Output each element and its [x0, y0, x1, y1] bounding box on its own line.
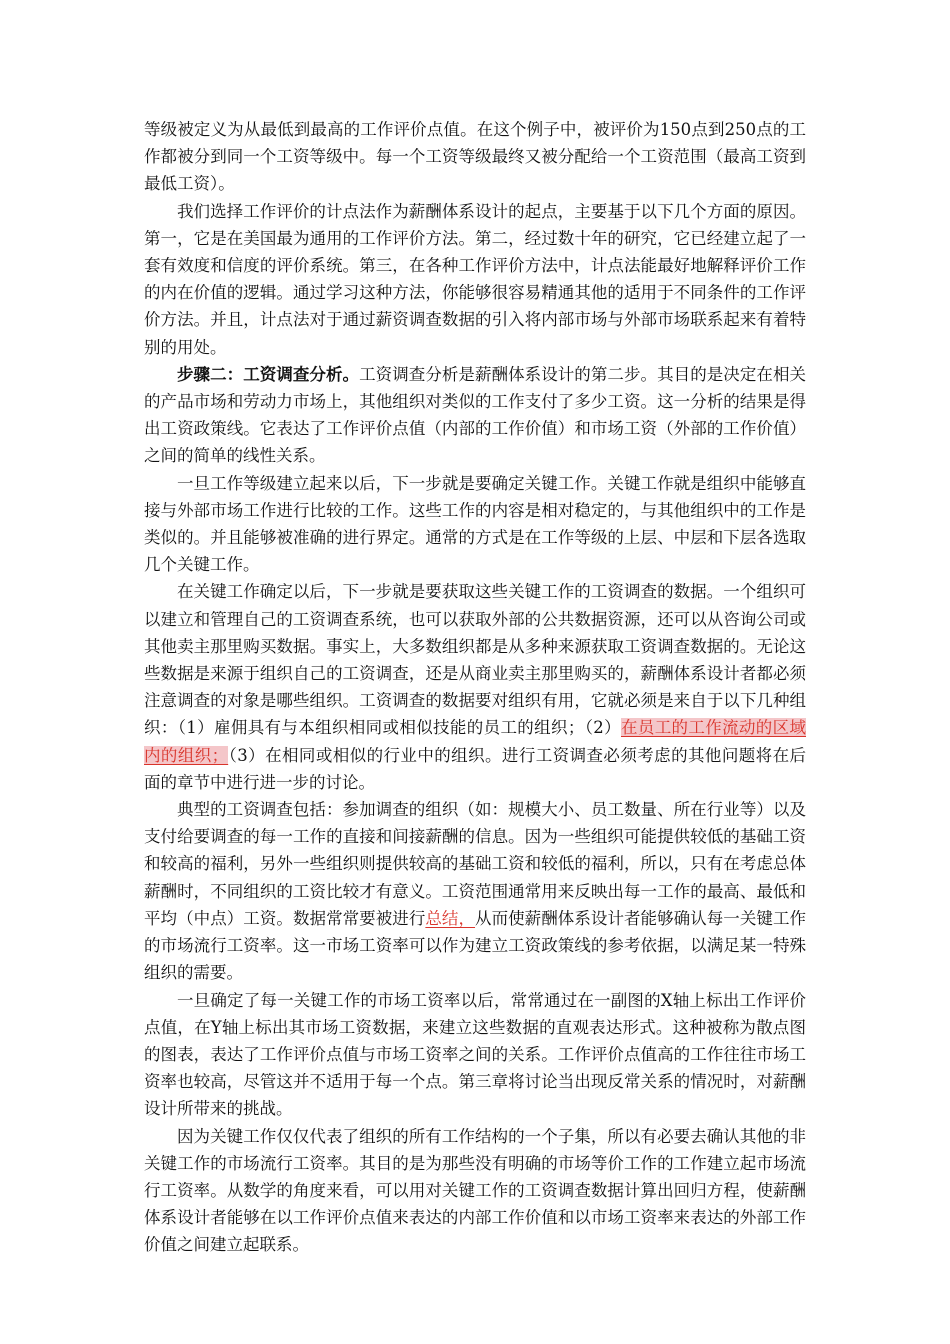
paragraph-7-text: 一旦确定了每一关键工作的市场工资率以后，常常通过在一副图的X轴上标出工作评价点值，在Y轴上标出其市场工资数据，来建立这些数据的直观表达形式。这种被称为散点图的图表，表达了工作评价点值与市场工资率之间的关系。工作评价点值高的工作往往市场工资率也较高，尽管这并不适用于每一个点。第三章将讨论当出现反常关系的情况时，对薪酬设计所带来的挑战。 — [144, 990, 806, 1119]
step-two-heading: 步骤二：工资调查分析。 — [177, 364, 360, 384]
paragraph-1-text: 等级被定义为从最低到最高的工作评价点值。在这个例子中，被评价为150点到250点的工作都被分到同一个工资等级中。每一个工资等级最终又被分配给一个工资范围（最高工资到最低工资）。 — [144, 120, 806, 194]
paragraph-4 — [144, 470, 806, 579]
paragraph-6 — [144, 796, 806, 986]
paragraph-2-text: 我们选择工作评价的计点法作为薪酬体系设计的起点，主要基于以下几个方面的原因。第一，它是在美国最为通用的工作评价方法。第二，经过数十年的研究，它已经建立起了一套有效度和信度的评价系统。第三，在各种工作评价方法中，计点法能最好地解释评价工作的内在价值的逻辑。通过学习这种方法，你能够很容易精通其他的适用于不同条件的工作评价方法。并且，计点法对于通过薪资调查数据的引入将内部市场与外部市场联系起来有着特别的用处。 — [144, 201, 806, 357]
paragraph-3-text: 工资调查分析是薪酬体系设计的第二步。其目的是决定在相关的产品市场和劳动力市场上，其他组织对类似的工作支付了多少工资。这一分析的结果是得出工资政策线。它表达了工作评价点值（内部的工作价值）和市场工资（外部的工作价值）之间的简单的线性关系。 — [144, 364, 807, 466]
paragraph-3 — [144, 361, 806, 470]
document-body — [144, 116, 806, 1259]
paragraph-5-text-after: （3）在相同或相似的行业中的组织。进行工资调查必须考虑的其他问题将在后面的章节中进行进一步的讨论。 — [144, 745, 807, 792]
paragraph-8-text: 因为关键工作仅仅代表了组织的所有工作结构的一个子集，所以有必要去确认其他的非关键工作的市场流行工资率。其目的是为那些没有明确的市场等价工作的工作建立起市场流行工资率。从数学的角度来看，可以用对关键工作的工资调查数据计算出回归方程，使薪酬体系设计者能够在以工作评价点值来表达的内部工作价值和以市场工资率来表达的外部工作价值之间建立起联系。 — [144, 1126, 806, 1255]
paragraph-5 — [144, 578, 806, 796]
paragraph-1 — [144, 116, 806, 198]
paragraph-6-text-after: 从而使薪酬体系设计者能够确认每一关键工作的市场流行工资率。这一市场工资率可以作为建立工资政策线的参考依据，以满足某一特殊组织的需要。 — [144, 908, 807, 983]
paragraph-2 — [144, 198, 806, 361]
underlined-annotation-summary: 总结， — [425, 908, 476, 928]
highlighted-annotation-region: 在员工的工作流动的区域内的组织； — [144, 718, 807, 765]
paragraph-5-text-before: 在关键工作确定以后，下一步就是要获取这些关键工作的工资调查的数据。一个组织可以建立和管理自己的工资调查系统，也可以获取外部的公共数据资源，还可以从咨询公司或其他卖主那里购买数据。事实上，大多数组织都是从多种来源获取工资调查数据的。无论这些数据是来源于组织自己的工资调查，还是从商业卖主那里购买的，薪酬体系设计者都必须注意调查的对象是哪些组织。工资调查的数据要对组织有用，它就必须是来自于以下几种组织：（1）雇佣具有与本组织相同或相似技能的员工的组织；（2） — [144, 582, 806, 738]
paragraph-4-text: 一旦工作等级建立起来以后，下一步就是要确定关键工作。关键工作就是组织中能够直接与外部市场工作进行比较的工作。这些工作的内容是相对稳定的，与其他组织中的工作是类似的。并且能够被准确的进行界定。通常的方式是在工作等级的上层、中层和下层各选取几个关键工作。 — [144, 473, 806, 575]
paragraph-7 — [144, 987, 806, 1123]
paragraph-8 — [144, 1123, 806, 1259]
paragraph-6-text-before: 典型的工资调查包括：参加调查的组织（如：规模大小、员工数量、所在行业等）以及支付给要调查的每一工作的直接和间接薪酬的信息。因为一些组织可能提供较低的基础工资和较高的福利，另外一些组织则提供较高的基础工资和较低的福利，所以，只有在考虑总体薪酬时，不同组织的工资比较才有意义。工资范围通常用来反映出每一工作的最高、最低和平均（中点）工资。数据常常要被进行 — [144, 800, 806, 928]
